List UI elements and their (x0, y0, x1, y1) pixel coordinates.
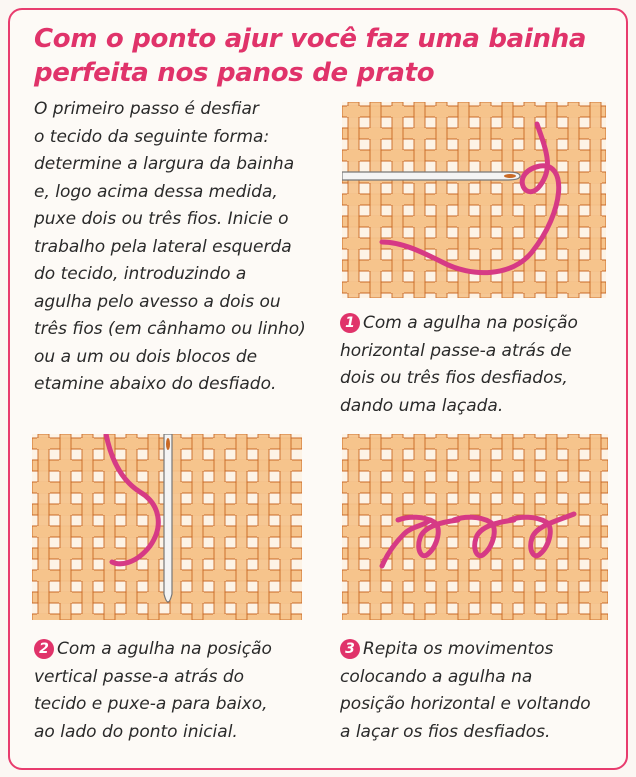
title-line: perfeita nos panos de prato (34, 58, 435, 88)
intro-line: do tecido, introduzindo a (34, 264, 247, 284)
needle-horizontal (342, 172, 520, 180)
intro-line: três fios (em cânhamo ou linho) (34, 319, 306, 339)
fabric-weave (342, 102, 606, 298)
step-3-illustration (342, 434, 608, 620)
caption-line: posição horizontal e voltando (340, 694, 591, 714)
caption-line: dois ou três fios desfiados, (340, 368, 568, 388)
caption-line (340, 310, 578, 338)
step-2-caption (34, 636, 272, 746)
needle-vertical (164, 434, 172, 602)
caption-text: Com a agulha na posição (57, 639, 272, 659)
intro-line: etamine abaixo do desfiado. (34, 374, 277, 394)
step-number-badge: 2 (34, 639, 54, 659)
step-3-caption (340, 636, 591, 746)
step-number-badge: 1 (340, 313, 360, 333)
intro-line: trabalho pela lateral esquerda (34, 236, 292, 257)
page-title (34, 22, 614, 90)
caption-text: Repita os movimentos (363, 639, 554, 659)
step-1-illustration (342, 102, 606, 298)
intro-line: puxe dois ou três fios. Inicie o (34, 209, 289, 229)
intro-paragraph (34, 96, 306, 399)
step-1-caption (340, 310, 578, 420)
intro-line: e, logo acima dessa medida, (34, 181, 278, 202)
caption-line: tecido e puxe-a para baixo, (34, 694, 268, 714)
caption-line: ao lado do ponto inicial. (34, 721, 238, 742)
intro-line: O primeiro passo é desfiar (34, 99, 259, 119)
step-number-badge: 3 (340, 639, 360, 659)
caption-line: vertical passe-a atrás do (34, 666, 245, 687)
caption-line: a laçar os fios desfiados. (340, 721, 551, 742)
step-2-illustration (32, 434, 302, 620)
intro-line: o tecido da seguinte forma: (34, 126, 270, 147)
caption-text: Com a agulha na posição (363, 313, 578, 333)
caption-line: colocando a agulha na (340, 666, 533, 687)
caption-line (34, 636, 272, 664)
intro-line: agulha pelo avesso a dois ou (34, 291, 281, 312)
caption-line (340, 636, 591, 664)
caption-line: dando uma laçada. (340, 395, 504, 416)
caption-line: horizontal passe-a atrás de (340, 340, 572, 361)
intro-line: ou a um ou dois blocos de (34, 346, 258, 367)
intro-line: determine a largura da bainha (34, 154, 295, 174)
fabric-weave (342, 434, 608, 620)
title-line: Com o ponto ajur você faz uma bainha (34, 24, 587, 54)
